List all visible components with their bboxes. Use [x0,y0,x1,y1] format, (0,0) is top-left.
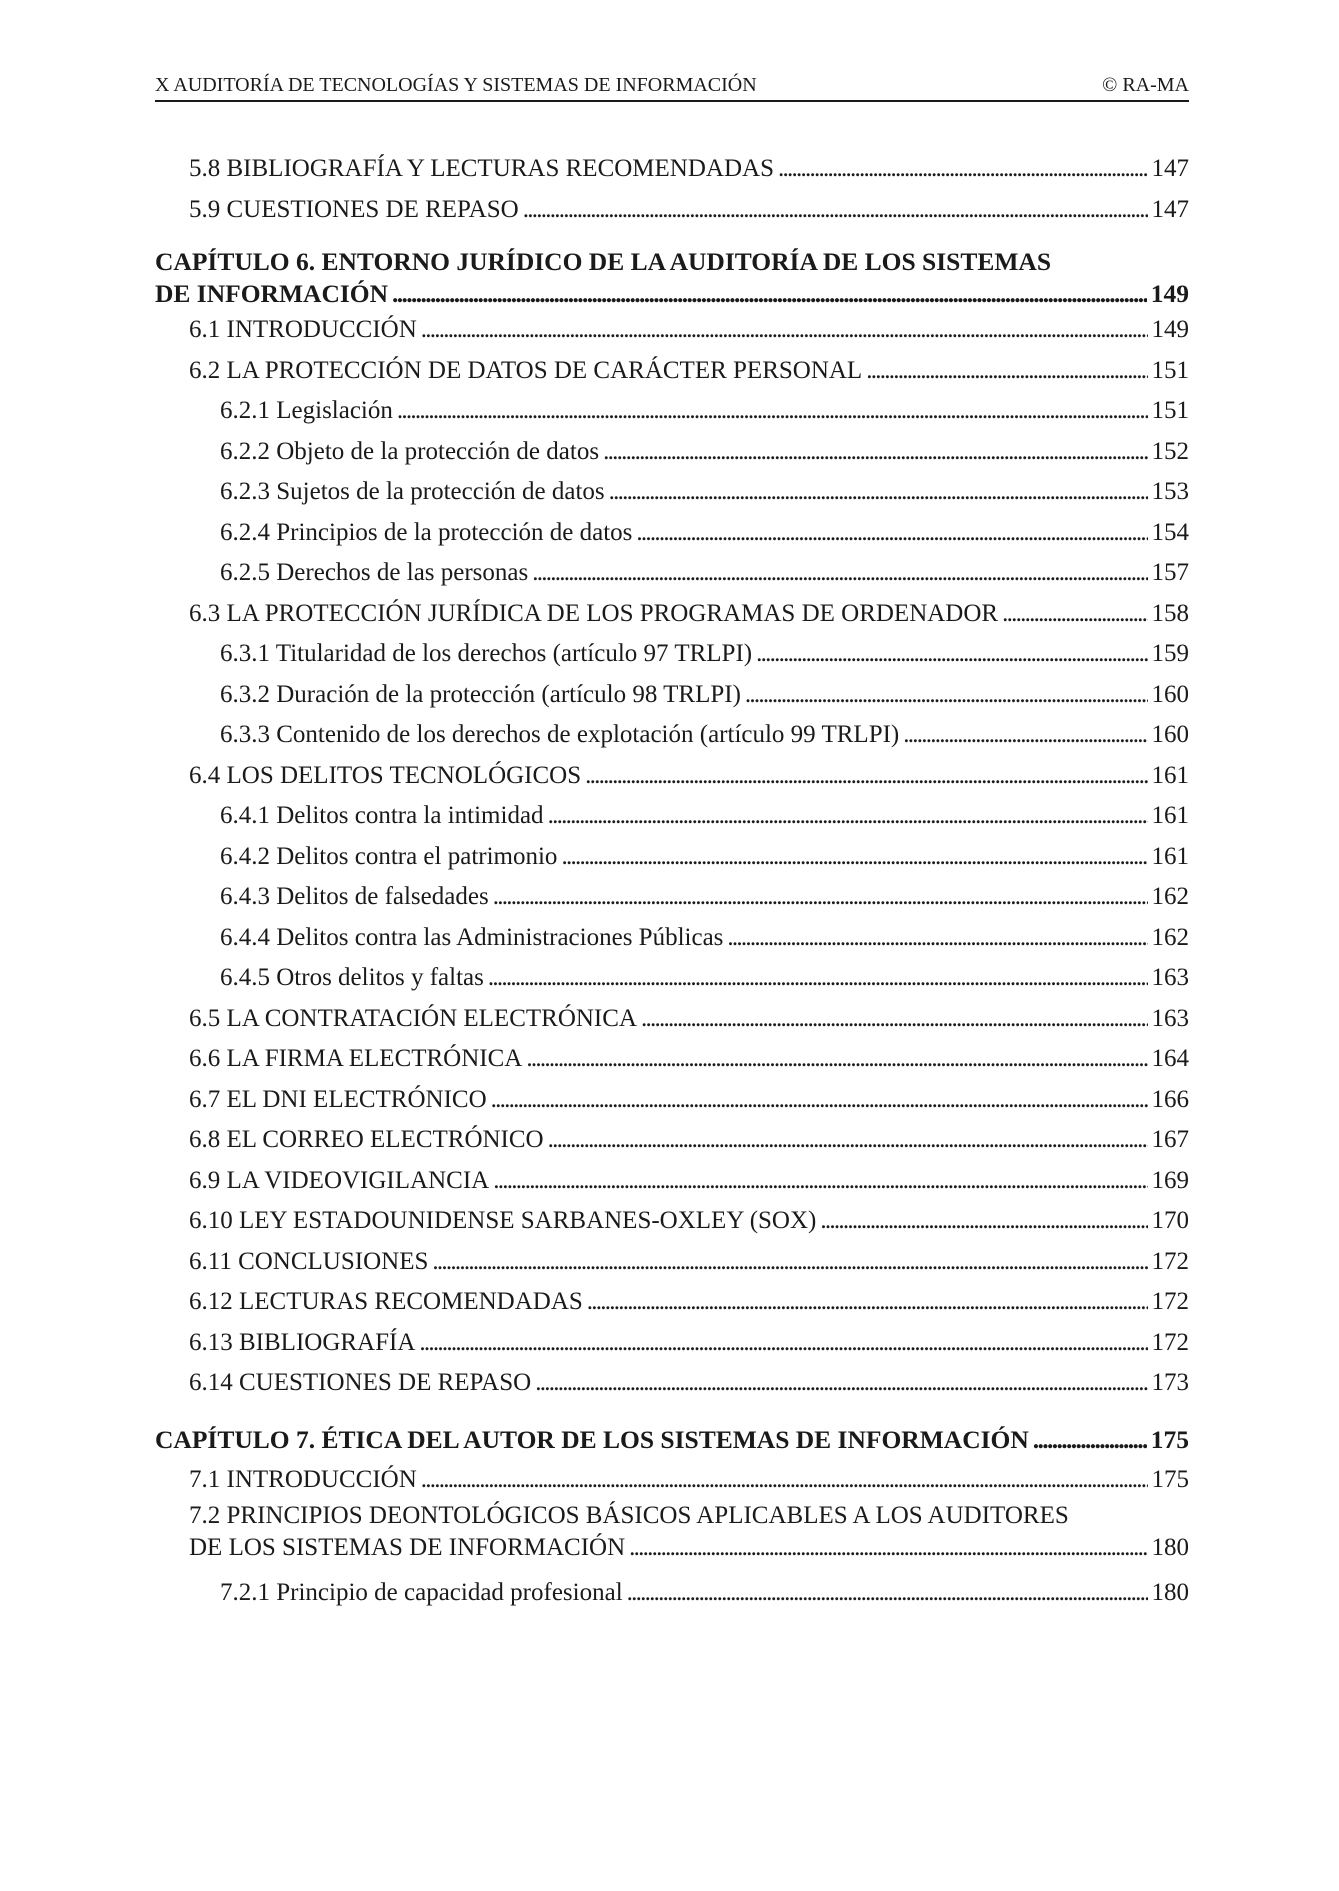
dot-leader [629,1532,1147,1564]
toc-entry[interactable] [155,310,1189,351]
toc-entry-page: 147 [1151,155,1189,182]
dot-leader [532,553,1147,594]
toc-subentry[interactable] [155,513,1189,554]
toc-entry-page: 162 [1151,883,1189,910]
toc-entry-page: 160 [1151,680,1189,708]
toc-entry-page: 151 [1151,397,1189,424]
toc-entry[interactable] [155,190,1189,231]
dot-leader [421,310,1148,351]
chapter-page: 175 [1150,1424,1189,1454]
dot-leader [756,634,1147,675]
dot-leader [491,1080,1148,1121]
dot-leader [627,1573,1148,1614]
toc-subentry[interactable] [155,472,1189,513]
toc-entry-title: 6.4.1 Delitos contra la intimidad [220,802,544,829]
toc-entry[interactable] [155,1242,1189,1283]
toc-entry-page: 169 [1151,1166,1189,1194]
toc-entry-title: 6.4 LOS DELITOS TECNOLÓGICOS [189,761,582,789]
toc-entry-page: 161 [1151,842,1189,870]
dot-leader [903,715,1147,756]
chapter-page: 149 [1150,279,1189,308]
dot-leader [561,837,1147,878]
toc-subentry[interactable] [155,877,1189,918]
toc-entry-page: 153 [1151,478,1189,505]
dot-leader [866,351,1147,392]
toc-entry-title: 6.2.5 Derechos de las personas [220,559,529,586]
toc-entry-page: 149 [1151,316,1189,343]
toc-entry-page: 172 [1151,1288,1189,1315]
toc-entry-page: 172 [1151,1328,1189,1356]
toc-entry-title: 6.4.4 Delitos contra las Administraciones Públicas [220,923,724,951]
toc-entry[interactable] [155,594,1189,635]
toc-subentry[interactable] [155,958,1189,999]
toc-entry-page: 164 [1151,1045,1189,1072]
toc-entry-page: 159 [1151,640,1189,667]
toc-subentry[interactable] [155,715,1189,756]
running-header [155,70,1189,102]
toc-entry-page: 163 [1151,964,1189,991]
dot-leader [397,391,1148,432]
toc-entry[interactable] [155,756,1189,797]
toc-entry-page: 166 [1151,1085,1189,1113]
toc-entry[interactable] [155,149,1189,190]
toc-entry-page: 162 [1151,923,1189,951]
dot-leader [609,472,1148,513]
toc-entry-title: 6.10 LEY ESTADOUNIDENSE SARBANES-OXLEY (SOX) [189,1207,817,1234]
toc-subentry[interactable] [155,796,1189,837]
toc-entry-title: 6.3.1 Titularidad de los derechos (artículo 97 TRLPI) [220,640,753,667]
toc-entry-title-line2: DE LOS SISTEMAS DE INFORMACIÓN [189,1534,626,1561]
dot-leader [548,1120,1148,1161]
toc-entry[interactable] [155,1201,1189,1242]
toc-subentry[interactable] [155,432,1189,473]
toc-entry-title: 6.4.2 Delitos contra el patrimonio [220,842,558,870]
toc-entry[interactable] [155,999,1189,1040]
toc-chapter-7[interactable] [155,1420,1189,1460]
dot-leader [523,190,1148,231]
chapter-title-line2: DE INFORMACIÓN [155,279,389,308]
toc-entry[interactable] [155,351,1189,392]
dot-leader [488,958,1148,999]
toc-entry[interactable] [155,1323,1189,1364]
toc-entry-page: 175 [1151,1465,1189,1493]
dot-leader [535,1363,1147,1404]
toc-subentry[interactable] [155,391,1189,432]
header-title: X AUDITORÍA DE TECNOLOGÍAS Y SISTEMAS DE INFORMACIÓN [155,74,757,96]
toc-entry[interactable] [155,1460,1189,1501]
toc-entry-title: 6.2.2 Objeto de la protección de datos [220,437,600,465]
toc-entry-page: 158 [1151,599,1189,627]
toc-entry-page: 161 [1151,761,1189,789]
toc-entry-title: 6.2 LA PROTECCIÓN DE DATOS DE CARÁCTER PERSONAL [189,356,863,384]
toc-entry-title: 6.3 LA PROTECCIÓN JURÍDICA DE LOS PROGRAMAS DE ORDENADOR [189,599,999,627]
toc-entry-title: 6.12 LECTURAS RECOMENDADAS [189,1288,583,1315]
toc-entry-title: 6.5 LA CONTRATACIÓN ELECTRÓNICA [189,1004,637,1032]
toc-entry-page: 152 [1151,437,1189,465]
header-publisher: © RA-MA [1102,74,1189,96]
toc-entry-title: 6.9 LA VIDEOVIGILANCIA [189,1166,490,1194]
toc-chapter-6[interactable] [155,246,1189,310]
toc-entry[interactable] [155,1080,1189,1121]
dot-leader [548,796,1148,837]
dot-leader [419,1323,1147,1364]
toc-entry-title: 7.2.1 Principio de capacidad profesional [220,1579,623,1606]
toc-entry-page: 173 [1151,1369,1189,1396]
toc-entry[interactable] [155,1363,1189,1404]
toc-subentry[interactable] [155,1573,1189,1614]
toc-entry-title: 6.11 CONCLUSIONES [189,1247,429,1275]
table-of-contents [155,149,1189,1614]
toc-entry[interactable] [155,1282,1189,1323]
dot-leader [1033,1420,1147,1460]
dot-leader [778,149,1148,190]
toc-entry-title: 6.2.4 Principios de la protección de datos [220,518,633,546]
toc-entry-page: 167 [1151,1126,1189,1153]
dot-leader [1002,594,1147,635]
dot-leader [421,1460,1148,1501]
dot-leader [526,1039,1147,1080]
toc-entry-title: 6.2.3 Sujetos de la protección de datos [220,478,605,505]
toc-entry-title: 6.6 LA FIRMA ELECTRÓNICA [189,1045,523,1072]
toc-entry-title: 5.8 BIBLIOGRAFÍA Y LECTURAS RECOMENDADAS [189,155,774,182]
toc-entry-page: 180 [1151,1534,1189,1561]
toc-entry-multiline[interactable] [155,1500,1189,1564]
chapter-title-line1: CAPÍTULO 6. ENTORNO JURÍDICO DE LA AUDITORÍA DE LOS SISTEMAS [155,247,1052,276]
toc-entry-page: 180 [1151,1579,1189,1606]
dot-leader [493,877,1148,918]
toc-entry-page: 161 [1151,802,1189,829]
toc-entry-title: 6.13 BIBLIOGRAFÍA [189,1328,416,1356]
toc-entry-title: 6.8 EL CORREO ELECTRÓNICO [189,1126,544,1153]
dot-leader [585,756,1147,797]
toc-subentry[interactable] [155,553,1189,594]
dot-leader [745,675,1148,716]
toc-entry-page: 160 [1151,721,1189,748]
toc-entry-title: 6.7 EL DNI ELECTRÓNICO [189,1085,487,1113]
toc-subentry[interactable] [155,837,1189,878]
dot-leader [636,513,1147,554]
dot-leader [432,1242,1147,1283]
toc-entry-title: 6.3.3 Contenido de los derechos de explotación (artículo 99 TRLPI) [220,721,900,748]
toc-entry-page: 147 [1151,195,1189,223]
dot-leader [603,432,1147,473]
toc-subentry[interactable] [155,918,1189,959]
toc-entry[interactable] [155,1161,1189,1202]
dot-leader [820,1201,1147,1242]
toc-entry-page: 172 [1151,1247,1189,1275]
dot-leader [727,918,1147,959]
toc-entry-page: 151 [1151,356,1189,384]
toc-entry-page: 170 [1151,1207,1189,1234]
dot-leader [493,1161,1147,1202]
toc-entry-title: 6.2.1 Legislación [220,397,393,424]
toc-entry-title: 6.4.3 Delitos de falsedades [220,883,489,910]
toc-entry-title: 7.1 INTRODUCCIÓN [189,1465,417,1493]
chapter-title: CAPÍTULO 7. ÉTICA DEL AUTOR DE LOS SISTEMAS DE INFORMACIÓN [155,1424,1029,1454]
dot-leader [587,1282,1148,1323]
toc-entry-page: 163 [1151,1004,1189,1032]
toc-subentry[interactable] [155,675,1189,716]
toc-subentry[interactable] [155,634,1189,675]
toc-entry-title: 5.9 CUESTIONES DE REPASO [189,195,519,223]
toc-entry-page: 154 [1151,518,1189,546]
toc-entry-title: 6.4.5 Otros delitos y faltas [220,964,484,991]
toc-entry-page: 157 [1151,559,1189,586]
dot-leader [641,999,1148,1040]
toc-entry[interactable] [155,1120,1189,1161]
toc-entry-title: 6.3.2 Duración de la protección (artículo 98 TRLPI) [220,680,741,708]
toc-entry-title: 6.1 INTRODUCCIÓN [189,316,417,343]
toc-entry-title-line1: 7.2 PRINCIPIOS DEONTOLÓGICOS BÁSICOS APLICABLES A LOS AUDITORES [189,1502,1069,1529]
toc-entry-title: 6.14 CUESTIONES DE REPASO [189,1369,532,1396]
toc-entry[interactable] [155,1039,1189,1080]
dot-leader [392,278,1147,310]
